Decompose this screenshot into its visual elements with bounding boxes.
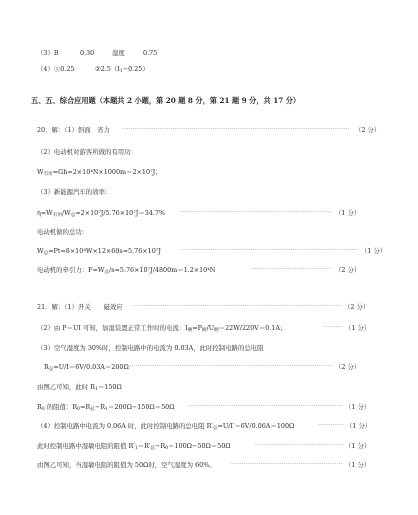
score: （2 分）	[355, 126, 381, 134]
formula-text: （4）控制电路中电流为 0.06A 时，此时控制电路的总电阻 R′	[37, 422, 213, 430]
leader-dots	[122, 124, 350, 136]
leader-dots	[133, 301, 341, 313]
q21-line-5	[0, 381, 418, 393]
score: （1 分）	[345, 442, 371, 450]
sub: 1	[134, 446, 138, 451]
score: （1 分）	[361, 247, 387, 255]
score: （2 分）	[344, 303, 370, 311]
formula-text: /W	[61, 209, 71, 217]
formula-text: /s=5.76×10⁷J/4800m＝1.2×10⁴N	[109, 266, 216, 274]
sub: 总	[104, 270, 110, 275]
sub: 总	[90, 407, 95, 412]
answer-q3-line	[0, 47, 418, 59]
leader-dots	[187, 401, 342, 413]
q3-value-1: 0.30	[80, 49, 95, 57]
q4-part-2	[95, 63, 149, 78]
score: （1 分）	[346, 422, 372, 430]
formula-text: =R	[80, 403, 91, 411]
eta-text: η=W	[37, 209, 53, 217]
q21-line-1	[0, 301, 418, 313]
q20-formula-8	[37, 264, 215, 279]
q4-value-2: 2.5（I	[100, 65, 120, 73]
leader-dots	[255, 440, 343, 452]
q21-line-8	[0, 440, 418, 452]
q3-label: （3）B	[37, 49, 59, 57]
leader-dots	[250, 264, 331, 276]
r-symbol: R	[37, 403, 42, 411]
q21-text-3: （3）空气湿度为 30%时，控制电路中的电流为 0.03A，此时控制电路的总电阻	[37, 344, 264, 352]
q20-answer-1: 20．解：（1）斜面 省力	[37, 126, 110, 134]
q3-value-3: 0.75	[143, 49, 158, 57]
q4-sub: 1	[119, 69, 123, 74]
q20-text-2: （2）电动机对游客所做的有用功：	[37, 148, 137, 156]
formula-text: ＝200Ω−150Ω＝50Ω	[107, 403, 175, 411]
q20-line-7	[0, 245, 418, 257]
q4-label	[37, 63, 74, 75]
score: （2 分）	[335, 363, 361, 371]
sub: 有用	[52, 213, 62, 218]
sub: 额	[187, 328, 193, 333]
q20-line-5	[0, 207, 418, 219]
sub: 总	[150, 446, 155, 451]
q20-formula-7	[37, 245, 161, 260]
sub: 1	[94, 387, 98, 392]
q21-line-4	[0, 361, 418, 373]
leader-dots	[181, 245, 358, 257]
q20-line-4	[0, 186, 418, 198]
q21-line-3	[0, 342, 418, 354]
q20-line-8	[0, 264, 418, 276]
sub: 额	[214, 328, 219, 333]
formula-text: ＝150Ω	[97, 383, 122, 391]
w-symbol: W	[37, 168, 44, 176]
answer-q4-line	[0, 63, 418, 75]
q20-text-4: （3）新能源汽车的效率：	[37, 188, 112, 196]
formula-text: 的阻值：R	[44, 403, 78, 411]
formula-text: ＝22W/220V＝0.1A；	[218, 324, 287, 332]
formula-text: =Pt=8×10⁴W×12×60s=5.76×10⁷J	[48, 247, 161, 255]
q4-circle-2: ②	[95, 65, 101, 73]
q20-formula-5	[37, 207, 165, 222]
q21-formula-7	[37, 420, 294, 435]
formula-text: −R	[94, 403, 106, 411]
sub: 0	[77, 407, 81, 412]
q21-formula-6	[37, 401, 175, 416]
q4-value-1: 0.25	[60, 65, 75, 73]
q3-value-2: 湿度	[112, 49, 125, 57]
q4-prefix: （4）	[37, 65, 54, 73]
q21-formula-5	[37, 381, 122, 396]
sub: 0	[41, 407, 45, 412]
q21-formula-2	[37, 322, 286, 337]
q21-line-7	[0, 420, 418, 432]
q4-value-2-end: −0.25）	[122, 65, 149, 73]
q21-answer-1: 21．解：（1）开关 磁效应	[37, 303, 123, 311]
leader-dots	[180, 207, 332, 219]
formula-text: =U/I＝6V/0.03A＝200Ω	[53, 363, 129, 371]
formula-text: 电动机的牵引力：F=W	[37, 266, 105, 274]
q21-formula-4	[44, 361, 129, 376]
q4-circle-1: ①	[53, 65, 61, 73]
sub: 有用	[43, 172, 53, 177]
formula-text: =2×10⁷J/5.76×10⁷J＝34.7%	[75, 209, 166, 217]
formula-text: −R	[154, 442, 166, 450]
section-title: 五、五、综合应用题（本题共 2 小题，第 20 题 8 分，第 21 题 9 分，共 17 分）	[31, 96, 301, 105]
score: （1 分）	[335, 209, 361, 217]
q21-text-9: 由图乙可知，当湿敏电阻的阻值为 50Ω时，空气湿度为 60%。	[37, 461, 216, 469]
formula-text: =U/I′＝6V/0.06A＝100Ω	[217, 422, 295, 430]
q21-line-6	[0, 401, 418, 413]
sub: 总	[43, 251, 49, 256]
q20-line-1	[0, 124, 418, 136]
score: （1 分）	[345, 403, 371, 411]
q21-line-9	[0, 459, 418, 471]
sub: 1	[105, 407, 108, 412]
sub: 0	[165, 446, 169, 451]
formula-text: 由图乙可知，此时 R	[37, 383, 95, 391]
sub: 总	[48, 367, 54, 372]
formula-text: ＝R′	[137, 442, 151, 450]
section-heading	[0, 95, 418, 107]
formula-text: 此时控制电路中湿敏电阻的阻值 R′	[37, 442, 135, 450]
leader-dots	[125, 361, 331, 373]
leader-dots	[318, 420, 344, 432]
w-symbol: W	[37, 247, 44, 255]
leader-dots	[231, 459, 343, 471]
q20-formula-3	[37, 166, 162, 181]
formula-text: =Gh=2×10⁴N×1000m＝2×10⁷J；	[52, 168, 162, 176]
sub: 总	[70, 213, 76, 218]
r-symbol: R	[44, 363, 49, 371]
q21-line-2	[0, 322, 418, 334]
score: （1 分）	[345, 461, 371, 469]
q21-formula-8	[37, 440, 231, 455]
formula-text: （2）由 P＝UI 可知，加湿装置正常工作时的电流：I	[37, 324, 188, 332]
sub: 额	[201, 328, 207, 333]
q20-line-6	[0, 226, 418, 238]
q20-text-6: 电动机做的总功：	[37, 228, 89, 236]
sub: 总	[212, 426, 218, 431]
score: （2 分）	[335, 266, 361, 274]
q20-line-2	[0, 146, 418, 158]
q20-line-3	[0, 166, 418, 178]
score: （1 分）	[345, 324, 371, 332]
formula-text: =P	[192, 324, 202, 332]
formula-text: /U	[206, 324, 215, 332]
leader-dots	[323, 322, 343, 334]
formula-text: ＝100Ω−50Ω＝50Ω	[168, 442, 231, 450]
